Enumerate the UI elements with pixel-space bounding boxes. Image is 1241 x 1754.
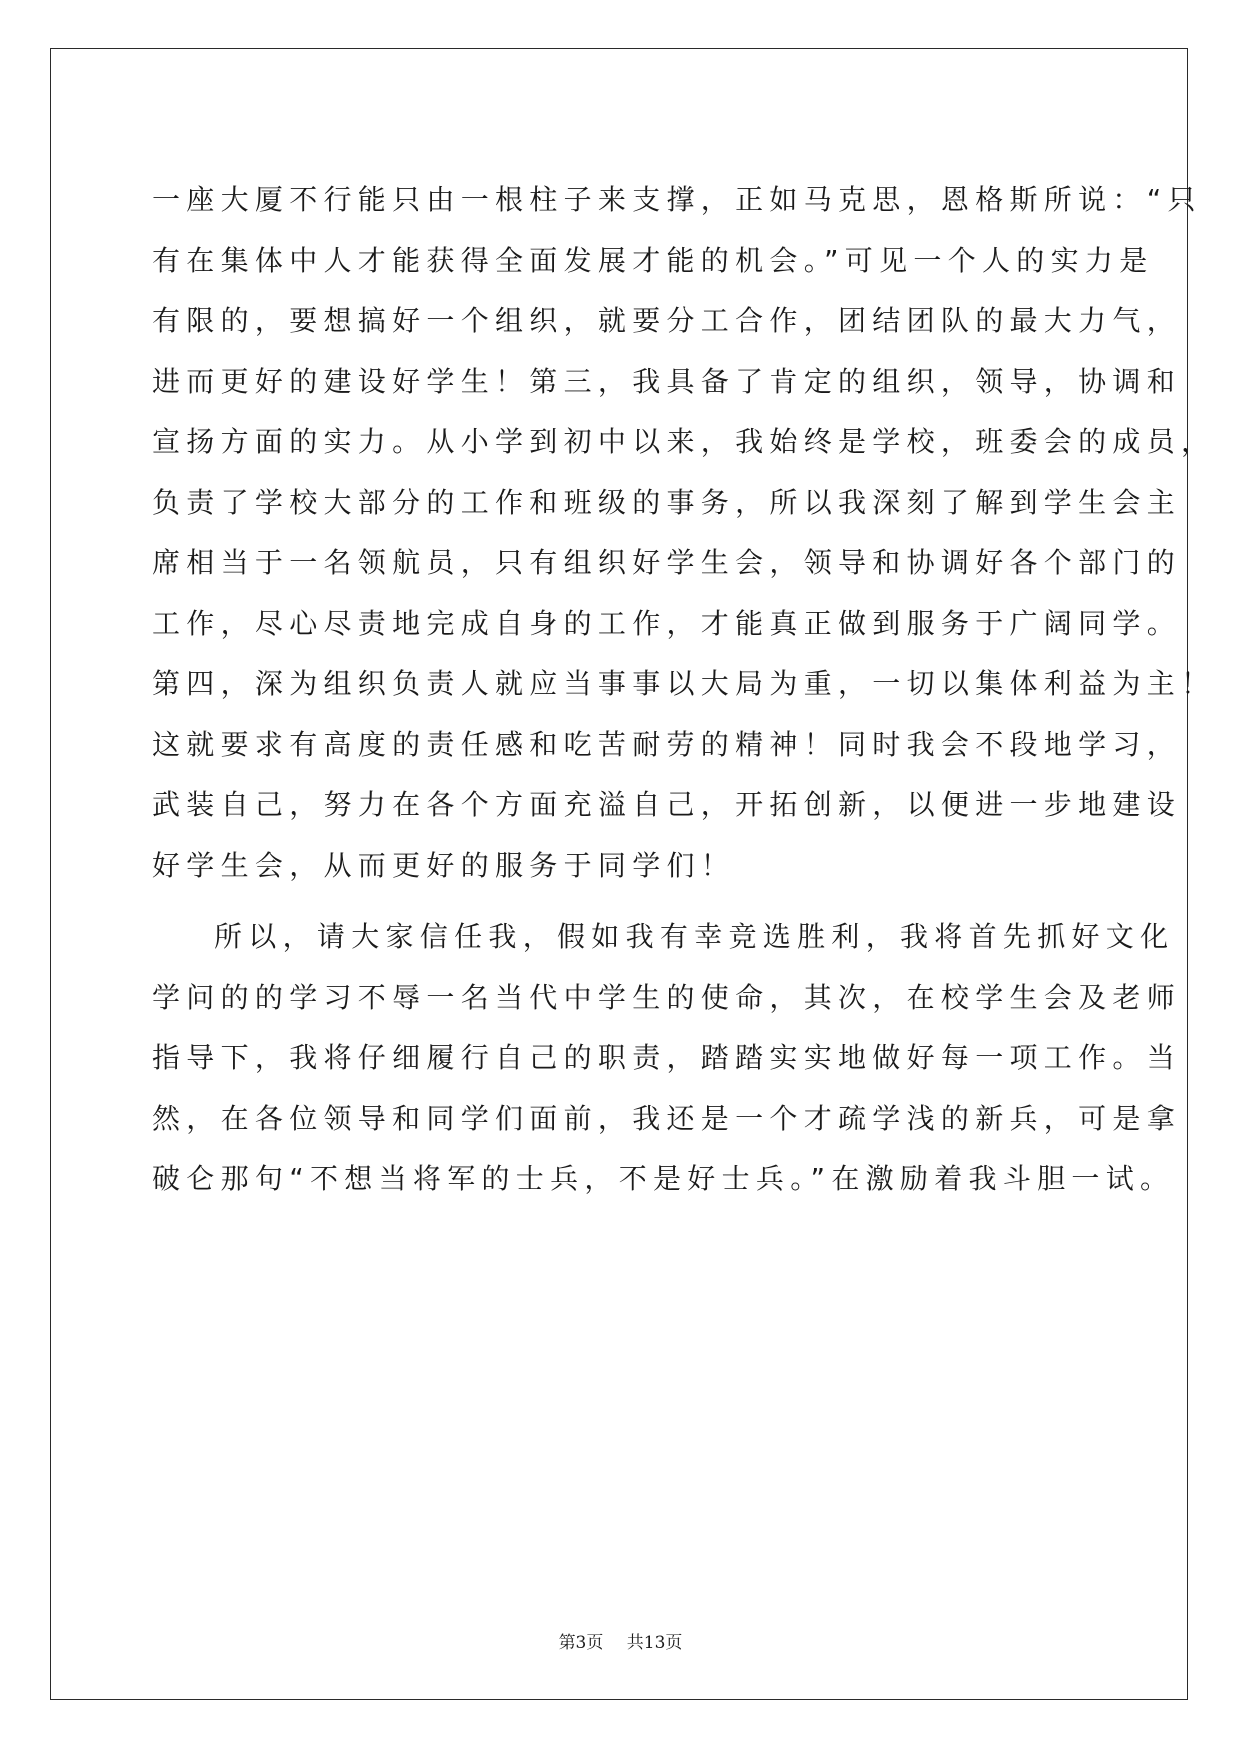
text-line: 进而更好的建设好学生！第三，我具备了肯定的组织，领导，协调和 bbox=[152, 364, 1182, 398]
text-line: 武装自己，努力在各个方面充溢自己，开拓创新，以便进一步地建设 bbox=[152, 788, 1182, 821]
paragraph-2 bbox=[152, 907, 1182, 1210]
text-line: 席相当于一名领航员，只有组织好学生会，领导和协调好各个部门的 bbox=[152, 546, 1182, 579]
text-line: 有限的，要想搞好一个组织，就要分工合作，团结团队的最大力气， bbox=[152, 304, 1182, 337]
text-line: 工作，尽心尽责地完成自身的工作，才能真正做到服务于广阔同学。 bbox=[152, 606, 1182, 640]
text-line: 指导下，我将仔细履行自己的职责，踏踏实实地做好每一项工作。当 bbox=[152, 1041, 1182, 1074]
text-line: 破仑那句“不想当将军的士兵，不是好士兵。”在激励着我斗胆一试。 bbox=[152, 1162, 1175, 1195]
text-line: 学问的的学习不辱一名当代中学生的使命，其次，在校学生会及老师 bbox=[152, 980, 1182, 1014]
page-total: 共13页 bbox=[626, 1633, 683, 1653]
text-line: 有在集体中人才能获得全面发展才能的机会。”可见一个人的实力是 bbox=[152, 243, 1154, 277]
text-line: 这就要求有高度的责任感和吃苦耐劳的精神！同时我会不段地学习， bbox=[152, 727, 1182, 761]
text-line: 宣扬方面的实力。从小学到初中以来，我始终是学校，班委会的成员， bbox=[152, 425, 1216, 458]
text-line: 一座大厦不行能只由一根柱子来支撑，正如马克思，恩格斯所说：“只 bbox=[152, 183, 1202, 216]
text-line: 然，在各位领导和同学们面前，我还是一个才疏学浅的新兵，可是拿 bbox=[152, 1101, 1182, 1135]
paragraph-1 bbox=[152, 170, 1216, 896]
text-line: 所以，请大家信任我，假如我有幸竞选胜利，我将首先抓好文化 bbox=[214, 920, 1175, 953]
text-line: 第四，深为组织负责人就应当事事以大局为重，一切以集体利益为主！ bbox=[152, 667, 1216, 700]
page-number: 第3页 bbox=[558, 1633, 604, 1653]
page-footer bbox=[0, 1628, 1241, 1653]
text-line: 负责了学校大部分的工作和班级的事务，所以我深刻了解到学生会主 bbox=[152, 485, 1182, 519]
paragraph-gap bbox=[152, 896, 1092, 907]
text-line: 好学生会，从而更好的服务于同学们！ bbox=[152, 848, 736, 882]
document-body bbox=[152, 170, 1216, 1210]
